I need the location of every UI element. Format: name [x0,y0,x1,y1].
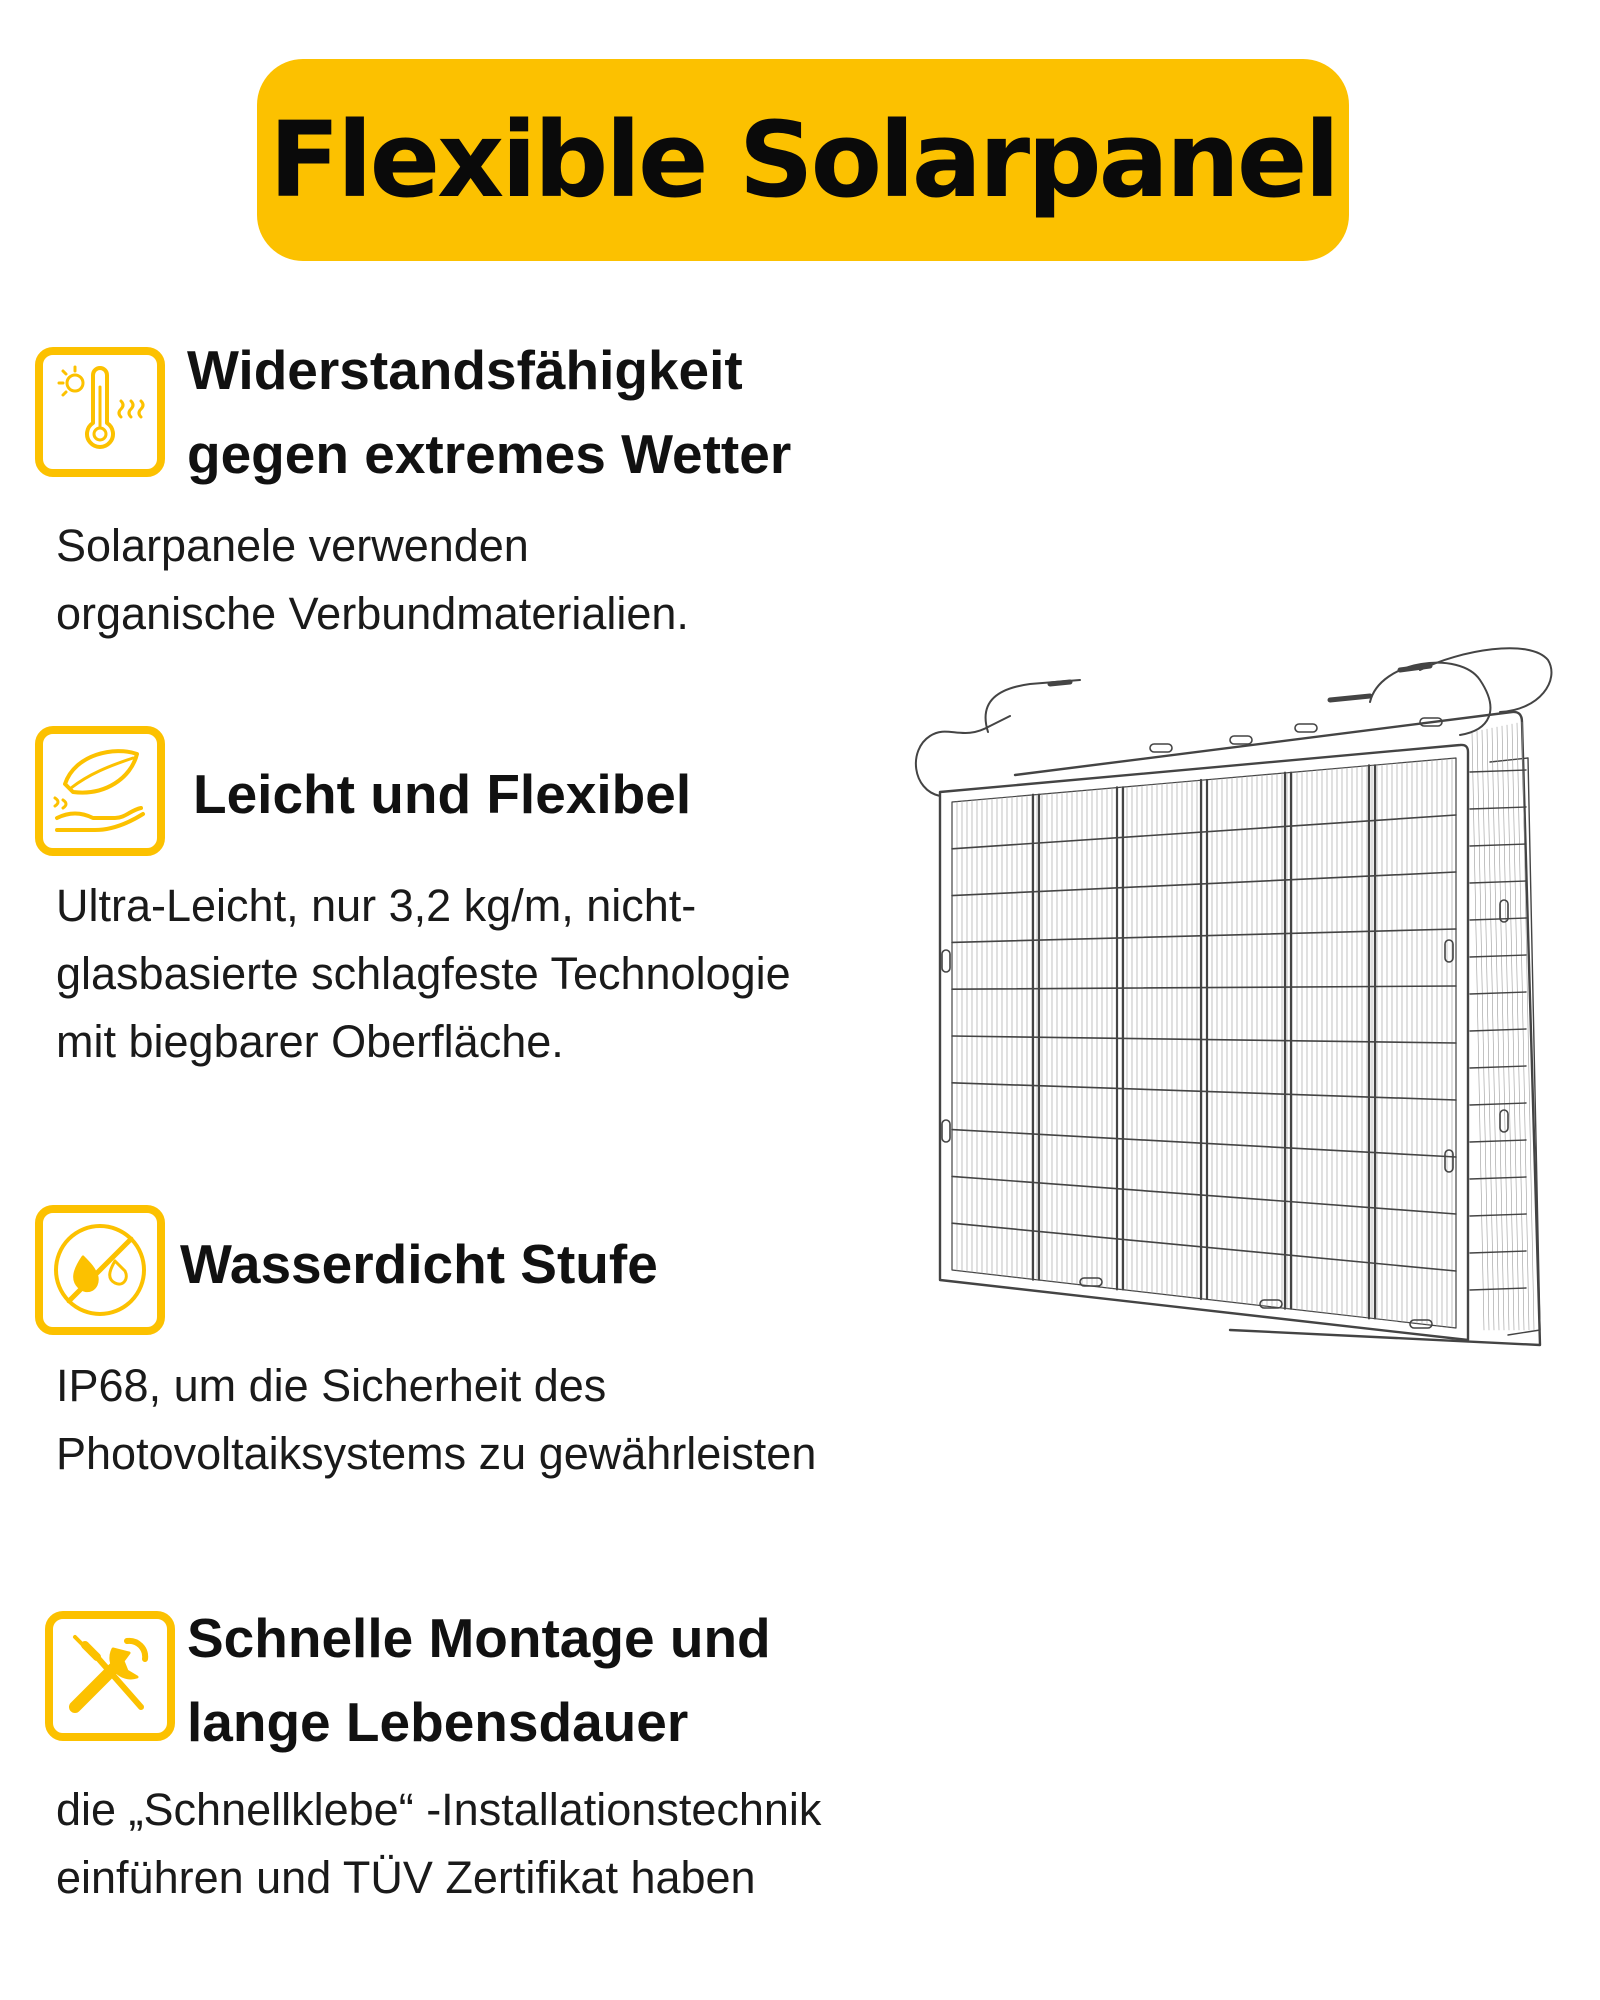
solar-panels-illustration [900,640,1600,1360]
thermometer-sun-icon [35,347,165,477]
feature-desc-light: Ultra-Leicht, nur 3,2 kg/m, nicht- glasbasierte schlagfeste Technologie mit biegbarer Oberfläche. [56,880,791,1067]
feature-title-mounting: Schnelle Montage und lange Lebensdauer [187,1607,771,1753]
feature-title-light: Leicht und Flexibel [193,763,692,825]
front-panel [940,745,1468,1340]
feature-title-waterproof: Wasserdicht Stufe [180,1233,658,1295]
feature-desc-waterproof: IP68, um die Sicherheit des Photovoltaiksystems zu gewährleisten [56,1360,817,1479]
feature-desc-weather: Solarpanele verwenden organische Verbundmaterialien. [56,520,689,639]
title-banner [257,59,1349,261]
page-title: Flexible Solarpanel [268,99,1338,221]
water-drop-shield-icon [35,1205,165,1335]
wrench-screwdriver-icon [45,1611,175,1741]
feature-title-weather: Widerstandsfähigkeit gegen extremes Wetter [187,339,792,485]
feature-desc-mounting: die „Schnellklebe“ -Installationstechnik einführen und TÜV Zertifikat haben [56,1784,822,1903]
feather-hand-icon [35,726,165,856]
